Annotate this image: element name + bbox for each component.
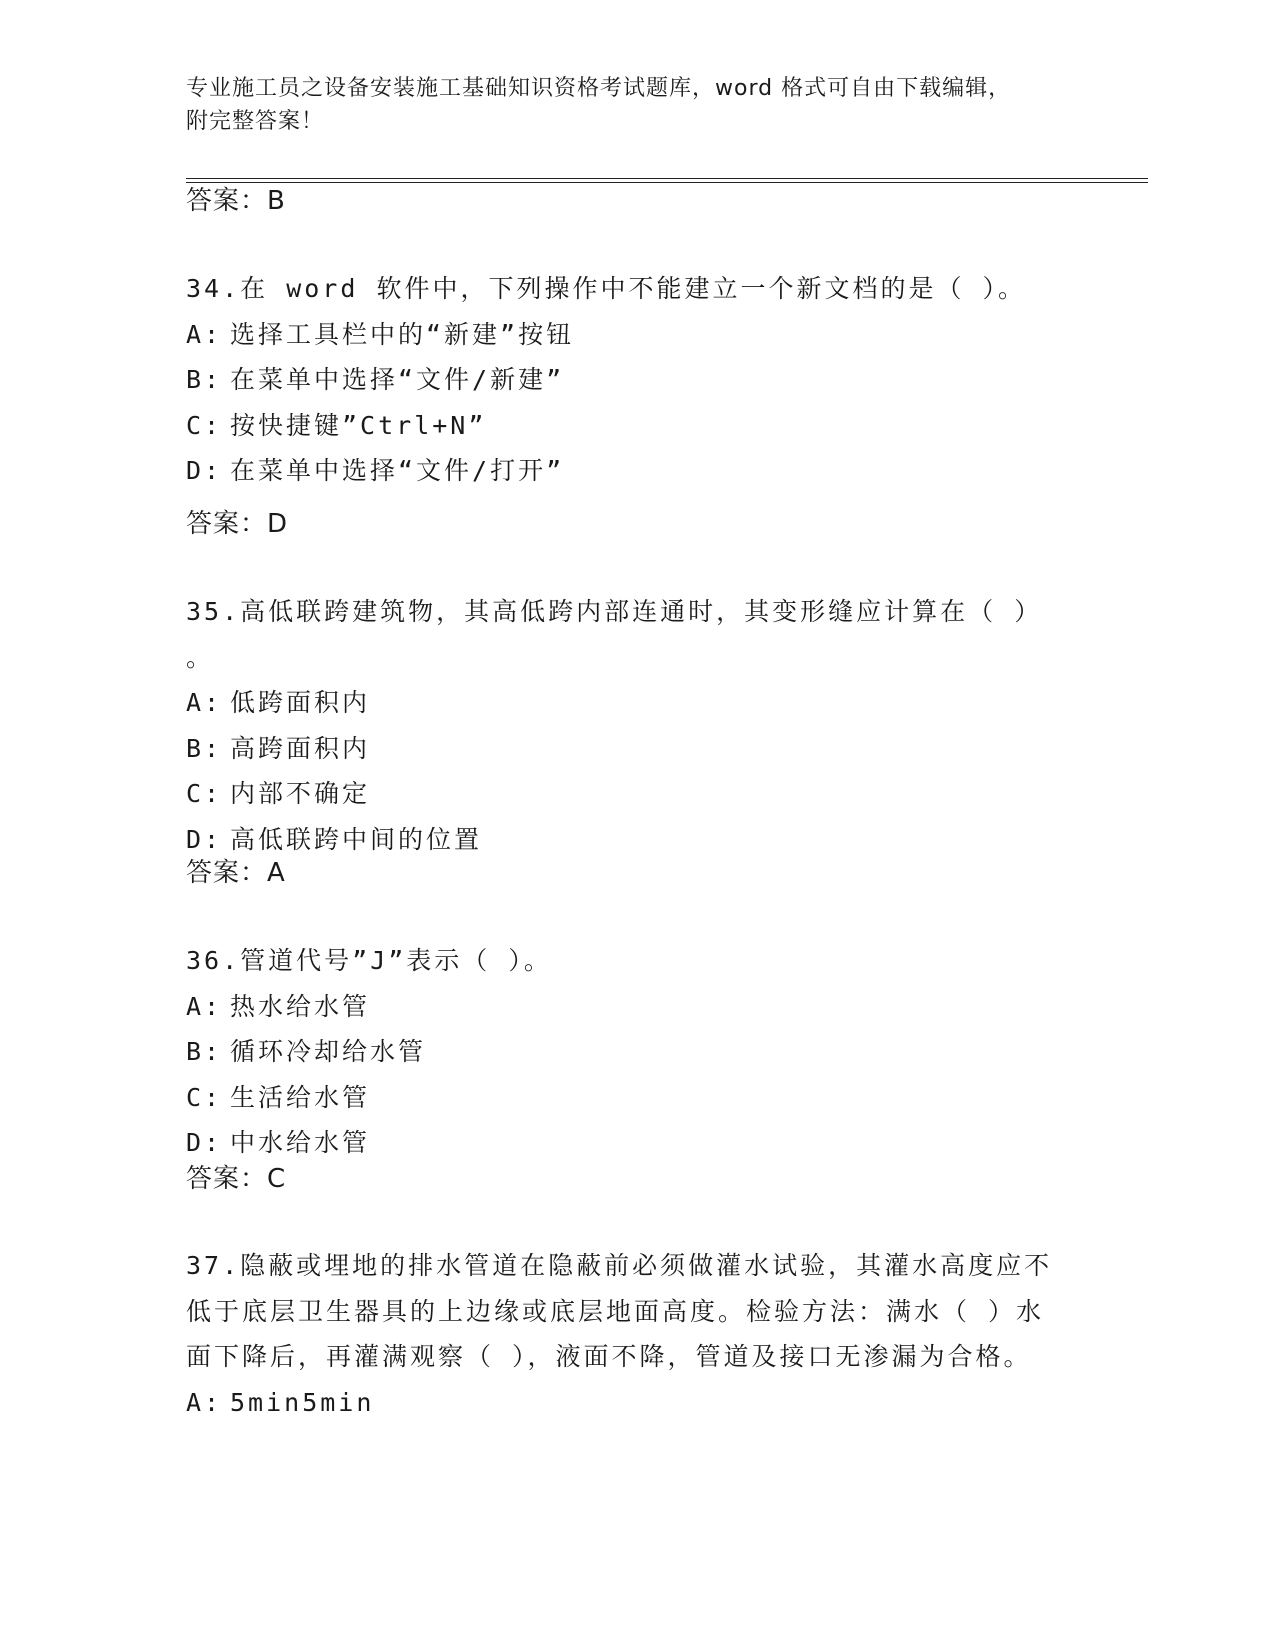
option-a <box>186 984 1086 1030</box>
option-letter: A: <box>186 991 223 1021</box>
option-a <box>186 680 1086 726</box>
option-text: 低跨面积内 <box>230 688 371 717</box>
option-text: 在菜单中选择“文件/打开” <box>230 456 565 485</box>
option-letter: D: <box>186 824 223 854</box>
question-34 <box>186 266 1086 494</box>
option-text: 在菜单中选择“文件/新建” <box>230 365 565 394</box>
question-stem-cont: 。 <box>186 642 215 672</box>
option-letter: B: <box>186 1037 223 1066</box>
question-stem-cont: 面下降后，再灌满观察（ ），液面不降，管道及接口无渗漏为合格。 <box>186 1342 1032 1371</box>
option-letter: A: <box>186 688 223 717</box>
option-letter: B: <box>186 365 223 394</box>
option-text: 高低联跨中间的位置 <box>230 824 483 854</box>
option-c <box>186 1075 1086 1121</box>
option-b <box>186 1029 1086 1075</box>
header-line-2: 附完整答案！ <box>186 109 325 134</box>
option-text: 热水给水管 <box>230 991 371 1021</box>
option-b <box>186 357 1086 403</box>
option-d <box>186 1120 1086 1166</box>
option-d <box>186 448 1086 494</box>
option-text: 高跨面积内 <box>230 733 371 763</box>
option-letter: B: <box>186 733 223 763</box>
option-text: 中水给水管 <box>230 1128 371 1157</box>
answer-36: 答案：C <box>186 1164 287 1194</box>
question-stem: 35.高低联跨建筑物，其高低跨内部连通时，其变形缝应计算在（ ） <box>186 597 1043 626</box>
answer-34: 答案：D <box>186 509 289 539</box>
document-header <box>186 72 1066 138</box>
option-b <box>186 726 1086 772</box>
option-letter: C: <box>186 1082 223 1112</box>
option-letter: C: <box>186 410 223 440</box>
option-c <box>186 403 1086 449</box>
option-text: 5min5min <box>230 1387 375 1417</box>
option-text: 按快捷键”Ctrl+N” <box>230 410 487 440</box>
question-36 <box>186 938 1086 1166</box>
option-a <box>186 312 1086 358</box>
option-letter: D: <box>186 456 223 485</box>
answer-35: 答案：A <box>186 858 286 888</box>
option-letter: C: <box>186 779 223 808</box>
question-35 <box>186 589 1086 862</box>
option-text: 生活给水管 <box>230 1082 371 1112</box>
option-c <box>186 771 1086 817</box>
option-a <box>186 1380 1086 1426</box>
option-text: 内部不确定 <box>230 779 371 808</box>
option-letter: D: <box>186 1128 223 1157</box>
option-letter: A: <box>186 1387 223 1417</box>
option-letter: A: <box>186 319 223 349</box>
question-37 <box>186 1243 1086 1425</box>
option-d <box>186 817 1086 863</box>
question-stem: 37.隐蔽或埋地的排水管道在隐蔽前必须做灌水试验，其灌水高度应不 <box>186 1251 1053 1280</box>
option-text: 循环冷却给水管 <box>230 1037 427 1066</box>
question-stem: 36.管道代号”J”表示（ ）。 <box>186 946 552 975</box>
answer-previous: 答案：B <box>186 186 286 216</box>
header-divider <box>186 178 1148 183</box>
option-text: 选择工具栏中的“新建”按钮 <box>230 319 575 349</box>
question-stem-cont: 低于底层卫生器具的上边缘或底层地面高度。检验方法：满水（ ）水 <box>186 1296 1045 1326</box>
header-line-1: 专业施工员之设备安装施工基础知识资格考试题库，word 格式可自由下载编辑， <box>186 76 1012 101</box>
question-stem: 34.在 word 软件中，下列操作中不能建立一个新文档的是（ ）。 <box>186 274 1027 303</box>
